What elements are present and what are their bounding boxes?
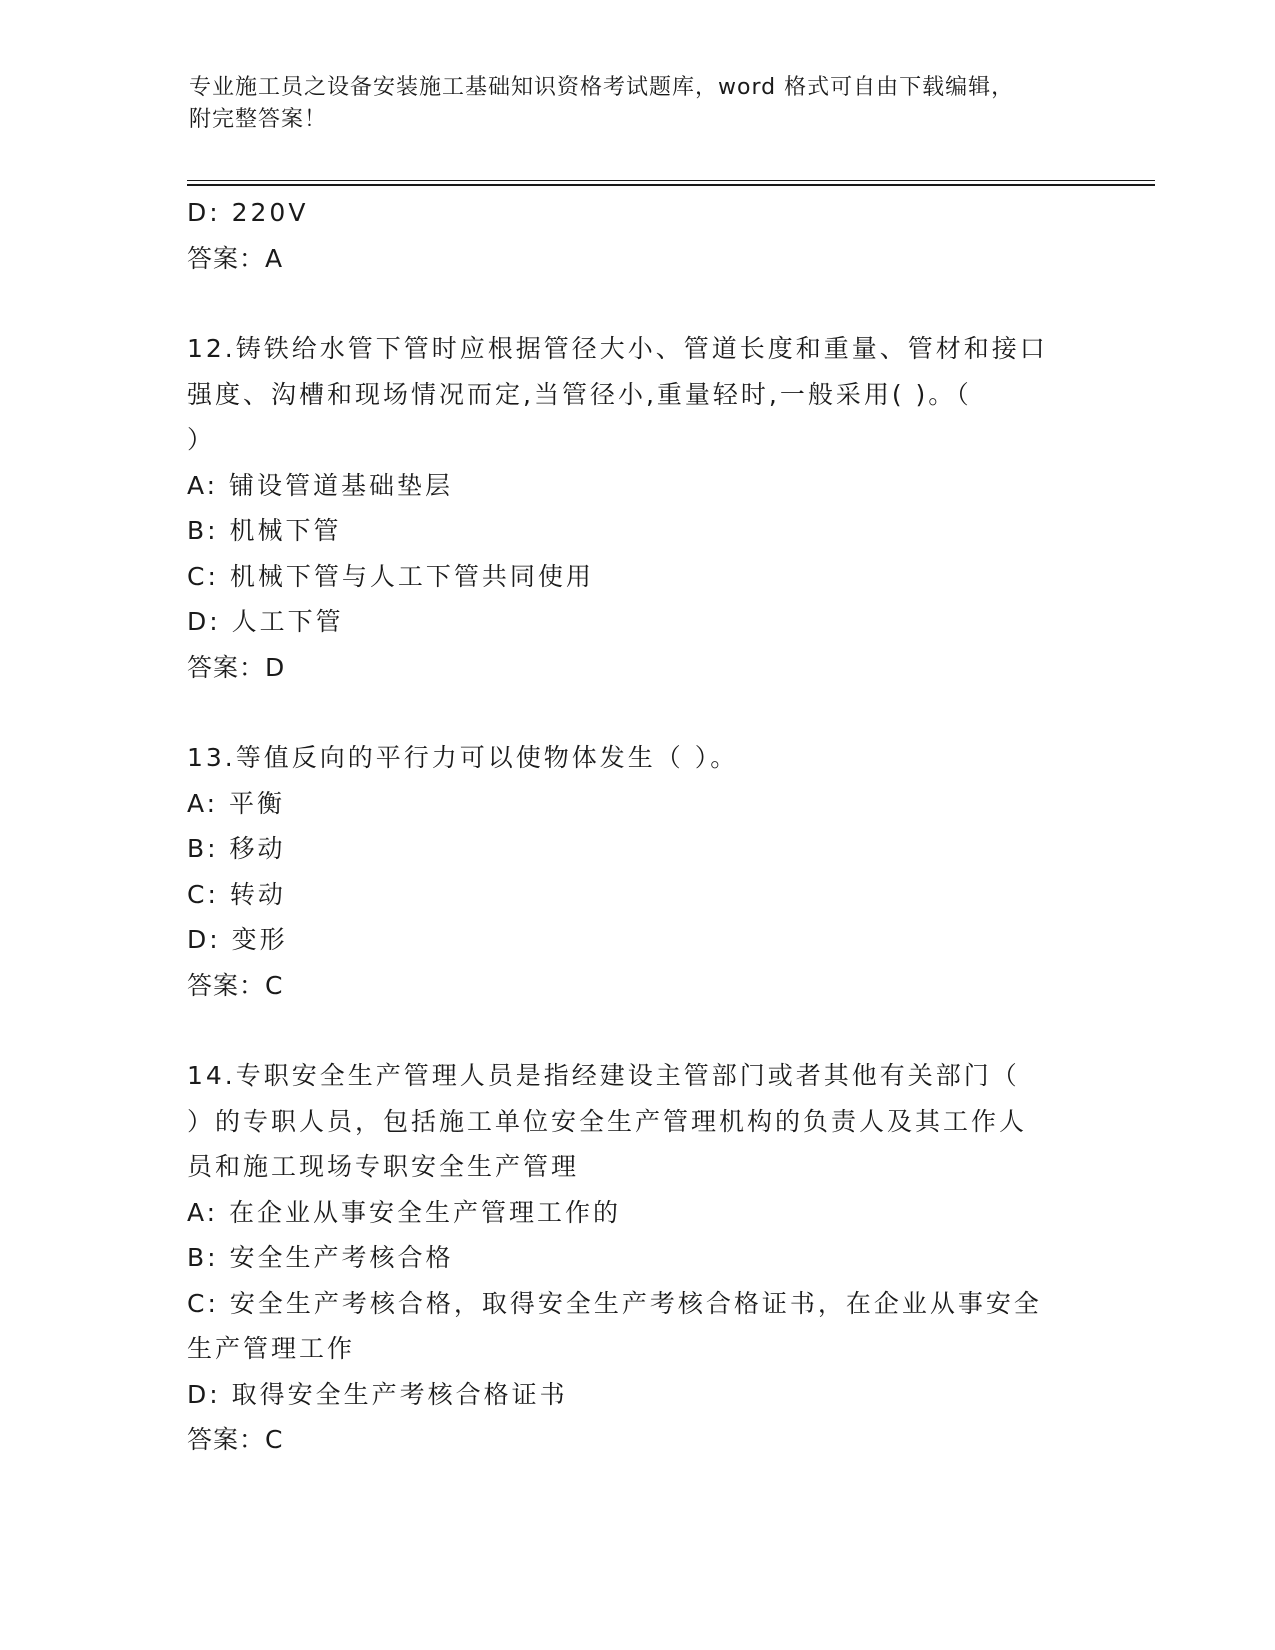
question-12-option-d: D: 人工下管	[187, 607, 344, 636]
spacer	[187, 690, 1087, 735]
question-12-option-c: C: 机械下管与人工下管共同使用	[187, 561, 594, 591]
question-12	[187, 326, 1087, 690]
question-14-stem-line-3: 员和施工现场专职安全生产管理	[187, 1152, 580, 1181]
prev-answer: 答案：A	[187, 243, 284, 273]
question-13-option-c: C: 转动	[187, 879, 286, 909]
question-14-option-a: A: 在企业从事安全生产管理工作的	[187, 1197, 622, 1227]
question-13-option-d: D: 变形	[187, 925, 288, 954]
question-list	[187, 190, 1087, 1463]
spacer	[187, 1008, 1087, 1053]
question-12-option-a: A: 铺设管道基础垫层	[187, 470, 454, 500]
question-14-stem-line-1: 14.专职安全生产管理人员是指经建设主管部门或者其他有关部门（	[187, 1061, 1020, 1090]
question-13-stem: 13.等值反向的平行力可以使物体发生（ ）。	[187, 743, 739, 772]
question-14-option-b: B: 安全生产考核合格	[187, 1243, 454, 1272]
prev-option-d: D: 220V	[187, 198, 309, 227]
header-line-1: 专业施工员之设备安装施工基础知识资格考试题库，word 格式可自由下载编辑，	[189, 75, 1015, 100]
question-13	[187, 735, 1087, 1008]
question-14-option-c-line-2: 生产管理工作	[187, 1334, 356, 1363]
question-14-option-c-line-1: C: 安全生产考核合格，取得安全生产考核合格证书，在企业从事安全	[187, 1288, 1042, 1318]
question-12-stem-line-1: 12.铸铁给水管下管时应根据管径大小、管道长度和重量、管材和接口	[187, 334, 1048, 363]
question-12-option-b: B: 机械下管	[187, 516, 342, 545]
question-13-option-b: B: 移动	[187, 834, 286, 863]
question-12-answer: 答案：D	[187, 652, 286, 682]
document-header	[189, 72, 1069, 136]
question-12-stem-line-2: 强度、沟槽和现场情况而定,当管径小,重量轻时,一般采用( )。（	[187, 379, 972, 409]
header-divider-thin	[187, 180, 1155, 181]
question-14-option-d: D: 取得安全生产考核合格证书	[187, 1379, 568, 1409]
question-13-option-a: A: 平衡	[187, 788, 286, 818]
question-13-answer: 答案：C	[187, 970, 284, 1000]
question-12-stem-line-3: ）	[187, 425, 216, 454]
question-14	[187, 1053, 1087, 1463]
spacer	[187, 281, 1087, 326]
header-divider-thick	[187, 184, 1155, 186]
header-line-2: 附完整答案！	[189, 107, 328, 132]
question-14-answer: 答案：C	[187, 1425, 284, 1454]
question-14-stem-line-2: ）的专职人员，包括施工单位安全生产管理机构的负责人及其工作人	[187, 1106, 1028, 1136]
